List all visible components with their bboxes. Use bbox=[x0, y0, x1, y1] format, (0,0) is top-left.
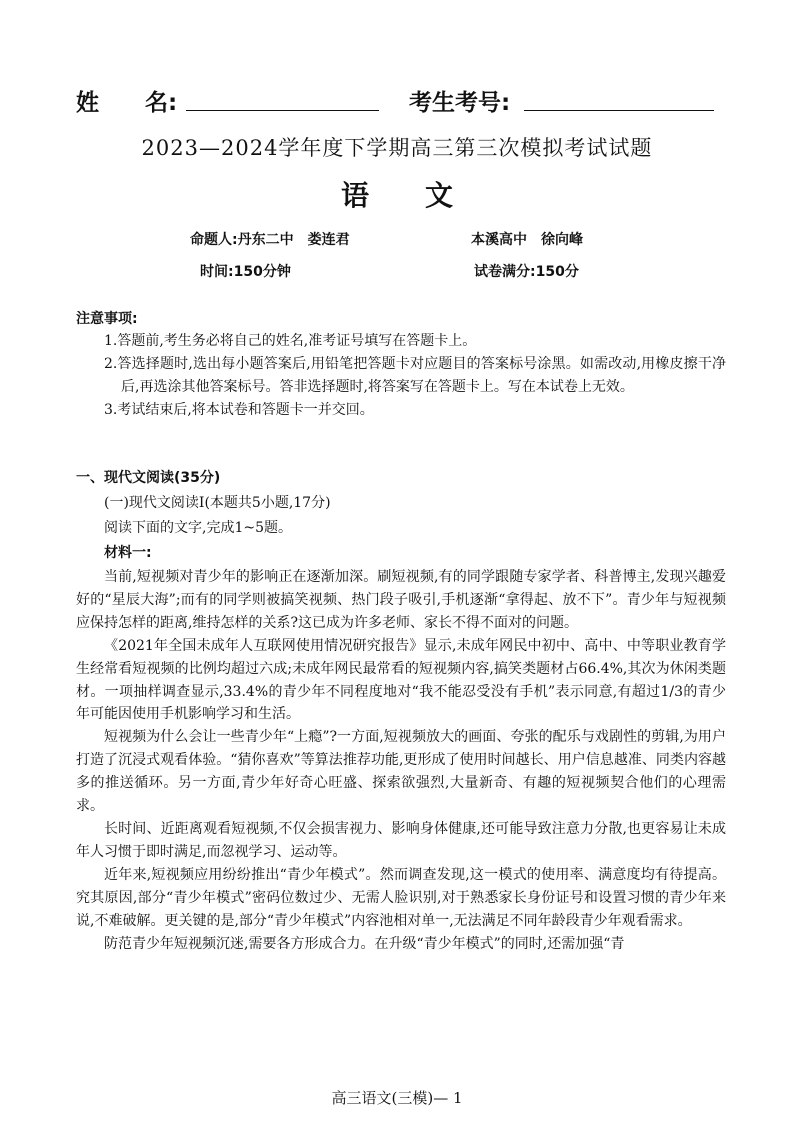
notice-title: 注意事项: bbox=[76, 311, 138, 327]
name-label: 姓 名: bbox=[76, 90, 178, 116]
section-heading: 一、现代文阅读(35分) bbox=[76, 470, 221, 486]
reading-instruction: 阅读下面的文字,完成1~5题。 bbox=[104, 520, 292, 536]
authors-left: 命题人:丹东二中 娄连君 bbox=[190, 232, 350, 248]
paragraph: 近年来,短视频应用纷纷推出“青少年模式”。然而调查发现,这一模式的使用率、满意度均有待提高。究其原因,部分“青少年模式”密码位数过少、无需人脸识别,对于熟悉家长身份证号和设置习惯的青少年来说,不难破解。更关键的是,部分“青少年模式”内容池相对单一,无法满足不同年龄段青少年观看需求。 bbox=[76, 866, 726, 929]
exam-time: 时间:150分钟 bbox=[200, 264, 291, 280]
notice-item-text: 2.答选择题时,选出每小题答案后,用铅笔把答题卡对应题目的答案标号涂黑。如需改动,用橡皮擦干净后,再选涂其他答案标号。答非选择题时,将答案写在答题卡上。写在本试卷上无效。 bbox=[104, 356, 726, 395]
paragraph: 长时间、近距离观看短视频,不仅会损害视力、影响身体健康,还可能导致注意力分散,也更容易让未成年人习惯于即时满足,而忽视学习、运动等。 bbox=[76, 820, 726, 860]
notice-item: 3.考试结束后,将本试卷和答题卡一并交回。 bbox=[104, 402, 374, 418]
paragraph: 短视频为什么会让一些青少年“上瘾”?一方面,短视频放大的画面、夸张的配乐与戏剧性的剪辑,为用户打造了沉浸式观看体验。“猜你喜欢”等算法推荐功能,更形成了使用时间越长、用户信息越准、同类内容越多的推送循环。另一方面,青少年好奇心旺盛、探索欲强烈,大量新奇、有趣的短视频契合他们的心理需求。 bbox=[76, 729, 726, 815]
notice-list bbox=[104, 330, 726, 422]
paragraph: 《2021年全国未成年人互联网使用情况研究报告》显示,未成年网民中初中、高中、中等职业教育学生经常看短视频的比例均超过六成;未成年网民最常看的短视频内容,搞笑类题材占66.4%,其次为休闲类题材。一项抽样调查显示,33.4%的青少年不同程度地对“我不能忍受没有手机”表示同意,有超过1/3的青少年可能因使用手机影响学习和生活。 bbox=[76, 637, 726, 723]
name-blank-line bbox=[186, 110, 379, 111]
subject-title: 语 文 bbox=[340, 179, 453, 212]
page-footer: 高三语文(三模)— 1 bbox=[331, 1089, 463, 1107]
exam-full-score: 试卷满分:150分 bbox=[474, 264, 579, 280]
notice-item: 1.答题前,考生务必将自己的姓名,准考证号填写在答题卡上。 bbox=[104, 333, 477, 349]
authors-right: 本溪高中 徐向峰 bbox=[471, 232, 583, 248]
exam-title: 2023—2024学年度下学期高三第三次模拟考试试题 bbox=[141, 136, 653, 160]
student-info-row bbox=[76, 84, 726, 118]
paragraph: 防范青少年短视频沉迷,需要各方形成合力。在升级“青少年模式”的同时,还需加强“青 bbox=[104, 935, 625, 952]
paragraph: 当前,短视频对青少年的影响正在逐渐加深。刷短视频,有的同学跟随专家学者、科普博主,发现兴趣爱好的“星辰大海”;而有的同学则被搞笑视频、热门段子吸引,手机逐渐“拿得起、放不下”。青少年与短视频应保持怎样的距离,维持怎样的关系?这已成为许多老师、家长不得不面对的问题。 bbox=[76, 569, 726, 631]
exam-number-blank-line bbox=[524, 110, 714, 111]
material-label: 材料一: bbox=[104, 545, 152, 561]
sub-section-heading: (一)现代文阅读Ⅰ(本题共5小题,17分) bbox=[104, 495, 331, 511]
notice-item bbox=[104, 353, 726, 399]
exam-number-label: 考生考号: bbox=[409, 90, 511, 116]
material-body bbox=[76, 566, 726, 955]
